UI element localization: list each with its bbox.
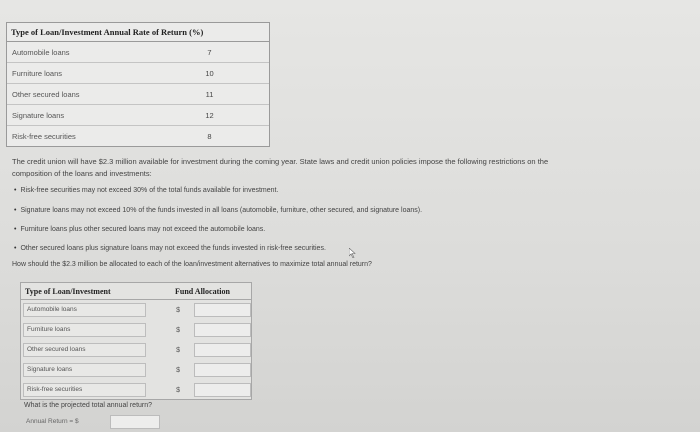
fund-allocation-input[interactable]: [194, 303, 251, 317]
rate-value: 8: [207, 131, 212, 141]
fund-allocation-input[interactable]: [194, 343, 251, 357]
table-row: [21, 300, 251, 320]
loan-type: Signature loans: [12, 110, 65, 120]
restriction-item: • Signature loans may not exceed 10% of the funds invested in all loans (automobile, furniture, other secured, and signature loans).: [14, 207, 422, 214]
loan-type: Furniture loans: [23, 323, 146, 337]
currency-symbol: $: [176, 306, 181, 314]
loan-type: Furniture loans: [12, 68, 63, 78]
allocation-header: [21, 283, 251, 300]
table-row: [7, 126, 269, 146]
annual-return-input[interactable]: [110, 415, 160, 429]
rate-value: 12: [205, 110, 214, 120]
rate-value: 10: [205, 68, 214, 78]
intro-line-2: composition of the loans and investments:: [12, 169, 152, 178]
table-row: [21, 380, 251, 400]
currency-symbol: $: [176, 386, 181, 394]
fund-allocation-input[interactable]: [194, 323, 251, 337]
allocation-table: [20, 282, 252, 400]
restriction-item: • Other secured loans plus signature loans may not exceed the funds invested in risk-free securities.: [14, 245, 326, 252]
rates-table: [6, 22, 270, 147]
restriction-item: • Furniture loans plus other secured loans may not exceed the automobile loans.: [14, 226, 265, 233]
col-loan-type: Type of Loan/Investment: [25, 286, 111, 296]
fund-allocation-input[interactable]: [194, 383, 251, 397]
loan-type: Risk-free securities: [12, 131, 76, 141]
loan-type: Risk-free securities: [23, 383, 146, 397]
rates-table-header: Type of Loan/Investment Annual Rate of Return (%): [7, 23, 269, 42]
annual-return-label: Annual Return = $: [26, 418, 79, 425]
table-row: [21, 320, 251, 340]
currency-symbol: $: [176, 366, 181, 374]
currency-symbol: $: [176, 326, 181, 334]
fund-allocation-input[interactable]: [194, 363, 251, 377]
table-row: [7, 42, 269, 63]
currency-symbol: $: [176, 346, 181, 354]
table-row: [21, 360, 251, 380]
mouse-cursor-icon: [349, 248, 357, 258]
intro-line-1: The credit union will have $2.3 million available for investment during the coming year. State laws and credit union policies impose the following restrictions on the: [12, 157, 549, 166]
loan-type: Automobile loans: [23, 303, 146, 317]
table-row: [7, 105, 269, 126]
loan-type: Signature loans: [23, 363, 146, 377]
loan-type: Other secured loans: [23, 343, 146, 357]
loan-type: Other secured loans: [12, 89, 80, 99]
table-row: [7, 84, 269, 105]
rate-value: 7: [207, 47, 212, 57]
allocation-question: How should the $2.3 million be allocated to each of the loan/investment alternatives to maximize total annual return?: [12, 261, 372, 268]
loan-type: Automobile loans: [12, 47, 70, 57]
table-row: [21, 340, 251, 360]
restriction-item: • Risk-free securities may not exceed 30% of the total funds available for investment.: [14, 187, 278, 194]
col-fund-allocation: Fund Allocation: [175, 286, 230, 296]
table-row: [7, 63, 269, 84]
rate-value: 11: [205, 89, 214, 99]
return-question: What is the projected total annual return?: [24, 402, 153, 409]
